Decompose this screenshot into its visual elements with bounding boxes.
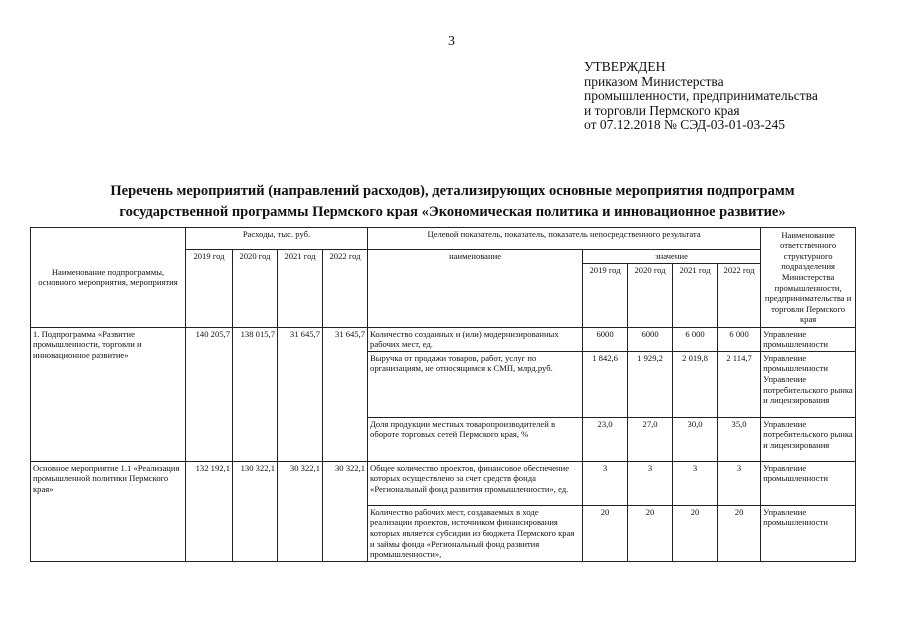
indicator-value: 30,0 [673, 417, 718, 461]
indicator-value: 35,0 [718, 417, 761, 461]
indicator-value: 1 842,6 [583, 351, 628, 417]
approval-line: и торговли Пермского края [584, 102, 740, 118]
indicator-value: 3 [628, 461, 673, 505]
indicator-value: 6 000 [673, 327, 718, 351]
approval-line: от 07.12.2018 № СЭД-03-01-03-245 [584, 117, 785, 132]
indicator-value: 23,0 [583, 417, 628, 461]
responsible-unit: Управление промышленности [761, 461, 856, 505]
indicator-value: 20 [673, 505, 718, 561]
indicator-value: 2 019,8 [673, 351, 718, 417]
expense-cell: 31 645,7 [323, 327, 368, 461]
indicator-value: 3 [583, 461, 628, 505]
header-responsible: Наименование ответственного структурного подразделения Министерства промышленности, предпринимательства и торговли Пермского края [761, 228, 856, 328]
indicator-value: 3 [673, 461, 718, 505]
header-expenses: Расходы, тыс. руб. [186, 228, 368, 250]
indicator-name: Количество рабочих мест, создаваемых в ходе реализации проектов, источником финансирования которых является субсидии из бюджета Пермского края и займы фонда «Региональный фонд развития промышленности», [368, 505, 583, 561]
expense-cell: 140 205,7 [186, 327, 233, 461]
approval-stamp [584, 60, 818, 133]
responsible-unit: Управление потребительского рынка и лицензирования [761, 417, 856, 461]
header-indicator-name: наименование [368, 250, 583, 328]
page-number: 3 [448, 34, 455, 49]
indicator-value: 27,0 [628, 417, 673, 461]
expense-cell: 138 015,7 [233, 327, 278, 461]
header-name: Наименование подпрограммы, основного мероприятия, мероприятия [31, 228, 186, 328]
indicator-value: 6 000 [718, 327, 761, 351]
header-year: 2019 год [583, 263, 628, 327]
approval-line: УТВЕРЖДЕН [584, 59, 666, 74]
indicator-name: Общее количество проектов, финансовое обеспечение которых осуществлено за счет средств фонда «Региональный фонд развития промышленности», ед. [368, 461, 583, 505]
header-year: 2022 год [323, 250, 368, 328]
title-line: Перечень мероприятий (направлений расходов), детализирующих основные мероприятия подпрограмм [110, 183, 795, 199]
expense-cell: 132 192,1 [186, 461, 233, 561]
responsible-unit: Управление промышленности Управление потребительского рынка и лицензирования [761, 351, 856, 417]
header-year: 2020 год [628, 263, 673, 327]
indicator-name: Количество созданных и (или) модернизированных рабочих мест, ед. [368, 327, 583, 351]
header-year: 2022 год [718, 263, 761, 327]
indicator-value: 6000 [583, 327, 628, 351]
responsible-unit: Управление промышленности [761, 327, 856, 351]
header-year: 2019 год [186, 250, 233, 328]
indicator-value: 6000 [628, 327, 673, 351]
header-year: 2020 год [233, 250, 278, 328]
approval-line: промышленности, предпринимательства [584, 88, 818, 103]
indicator-value: 2 114,7 [718, 351, 761, 417]
row-name: 1. Подпрограмма «Развитие промышленности, торговли и инновационное развитие» [31, 327, 186, 461]
indicator-value: 20 [583, 505, 628, 561]
document-title [0, 181, 905, 223]
header-indicator: Целевой показатель, показатель, показатель непосредственного результата [368, 228, 761, 250]
row-name: Основное мероприятие 1.1 «Реализация промышленной политики Пермского края» [31, 461, 186, 561]
indicator-value: 20 [718, 505, 761, 561]
expense-cell: 130 322,1 [233, 461, 278, 561]
indicator-name: Доля продукции местных товаропроизводителей в обороте торговых сетей Пермского края, % [368, 417, 583, 461]
title-line: государственной программы Пермского края «Экономическая политика и инновационное развитие» [119, 204, 786, 220]
expense-cell: 30 322,1 [323, 461, 368, 561]
responsible-unit: Управление промышленности [761, 505, 856, 561]
indicator-value: 20 [628, 505, 673, 561]
expense-cell: 30 322,1 [278, 461, 323, 561]
header-value: значение [583, 250, 761, 264]
header-year: 2021 год [673, 263, 718, 327]
header-year: 2021 год [278, 250, 323, 328]
measures-table [30, 227, 856, 562]
approval-line: приказом Министерства [584, 73, 724, 89]
indicator-value: 3 [718, 461, 761, 505]
indicator-name: Выручка от продажи товаров, работ, услуг по организациям, не относящимся к СМП, млрд.руб. [368, 351, 583, 417]
indicator-value: 1 929,2 [628, 351, 673, 417]
expense-cell: 31 645,7 [278, 327, 323, 461]
